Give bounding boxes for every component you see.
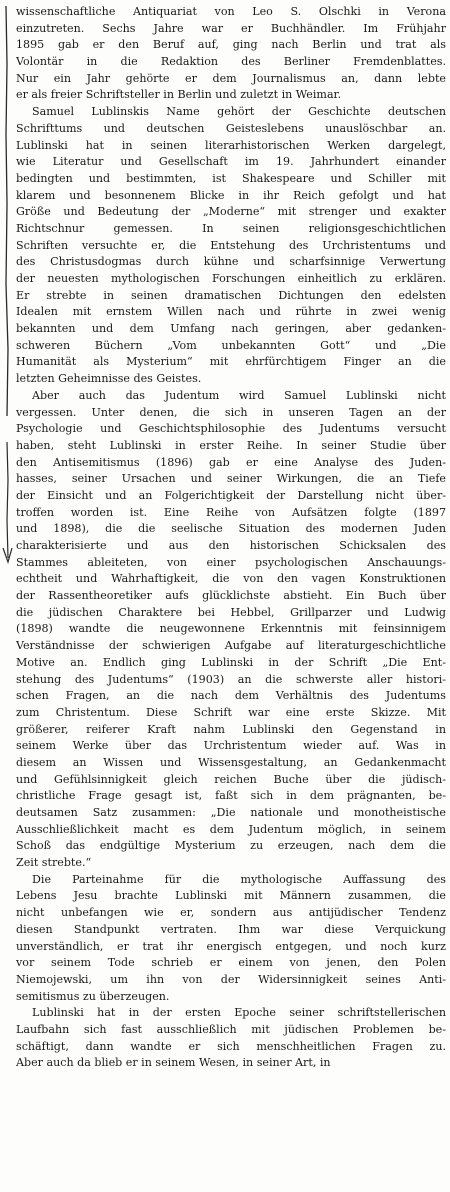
paragraph xyxy=(16,4,446,104)
text-line: den Antisemitismus (1896) gab er eine Analyse des Juden- xyxy=(16,455,446,469)
text-line: Er strebte in seinen dramatischen Dichtungen den edelsten xyxy=(16,288,446,302)
text-line: Volontär in die Redaktion des Berliner Fremdenblattes. xyxy=(16,55,446,69)
text-line: größerer, reiferer Kraft nahm Lublinski den Gegenstand in xyxy=(16,722,446,736)
text-line: zum Christentum. Diese Schrift war eine erste Skizze. Mit xyxy=(16,705,446,719)
margin-line-icon xyxy=(0,4,14,424)
text-line: Größe und Bedeutung der „Moderne“ mit strenger und exakter xyxy=(16,205,446,219)
text-line: echtheit und Wahrhaftigkeit, die von den vagen Konstruktionen xyxy=(16,572,446,586)
text-line: wissenschaftliche Antiquariat von Leo S. Olschki in Verona xyxy=(16,5,446,18)
text-line: unverständlich, er trat ihr energisch entgegen, und noch kurz xyxy=(16,939,446,953)
paragraph xyxy=(16,388,446,872)
margin-bracket-mark-top xyxy=(0,4,14,424)
text-line: Lublinski hat in der ersten Epoche seiner schriftstellerischen xyxy=(32,1006,446,1020)
text-line: vor seinem Tode schrieb er einem von jenen, den Polen xyxy=(16,956,446,970)
text-line: Stammes ableiteten, von einer psychologischen Anschauungs- xyxy=(16,555,446,569)
text-line: schen Fragen, an die nach dem Verhältnis des Judentums xyxy=(16,689,446,703)
text-line: Zeit strebte.“ xyxy=(16,856,92,870)
margin-arrow-mark xyxy=(0,440,14,570)
text-line: bedingten und bestimmten, ist Shakespeare und Schiller mit xyxy=(16,171,446,185)
text-line: Laufbahn sich fast ausschließlich mit jüdischen Problemen be- xyxy=(16,1022,446,1036)
paragraph xyxy=(16,1005,446,1072)
text-line: wie Literatur und Gesellschaft im 19. Jahrhundert einander xyxy=(16,155,446,169)
text-line: hasses, seiner Ursachen und seiner Wirkungen, die an Tiefe xyxy=(16,472,446,486)
text-line: schweren Büchern „Vom unbekannten Gott“ und „Die xyxy=(16,338,446,352)
text-line: troffen worden ist. Eine Reihe von Aufsätzen folgte (1897 xyxy=(16,505,446,519)
text-line: letzten Geheimnisse des Geistes. xyxy=(16,372,202,386)
text-line: Schrifttums und deutschen Geisteslebens unauslöschbar an. xyxy=(16,121,446,135)
text-line: (1898) wandte die neugewonnene Erkenntnis mit feinsinnigem xyxy=(16,622,446,636)
text-line: Die Parteinahme für die mythologische Auffassung des xyxy=(32,872,446,886)
text-line: Ausschließlichkeit macht es dem Judentum möglich, in seinem xyxy=(16,822,446,836)
text-line: bekannten und dem Umfang nach geringen, aber gedanken- xyxy=(16,322,446,336)
text-line: seinem Werke über das Urchristentum wieder auf. Was in xyxy=(16,739,446,753)
text-line: Niemojewski, um ihn von der Widersinnigkeit seines Anti- xyxy=(16,972,446,986)
text-line: haben, steht Lublinski in erster Reihe. In seiner Studie über xyxy=(16,438,446,452)
text-line: er als freier Schriftsteller in Berlin und zuletzt in Weimar. xyxy=(16,88,342,102)
text-line: der neuesten mythologischen Forschungen einheitlich zu erklären. xyxy=(16,272,446,285)
text-line: und 1898), die die seelische Situation des modernen Juden xyxy=(16,522,446,536)
text-line: die jüdischen Charaktere bei Hebbel, Grillparzer und Ludwig xyxy=(16,605,446,619)
text-line: des Christusdogmas durch kühne und scharfsinnige Verwertung xyxy=(16,255,446,269)
text-line: christliche Frage gesagt ist, faßt sich in dem prägnanten, be- xyxy=(16,789,446,803)
text-line: der Rassentheoretiker aufs glücklichste abstieht. Ein Buch über xyxy=(16,589,446,603)
text-line: Humanität als Mysterium“ mit ehrfürchtigem Finger an die xyxy=(16,355,446,369)
text-line: klarem und besonnenem Blicke in ihr Reich gefolgt und hat xyxy=(16,188,446,202)
text-line: 1895 gab er den Beruf auf, ging nach Berlin und trat als xyxy=(16,38,446,52)
text-line: Schoß das endgültige Mysterium zu erzeugen, nach dem die xyxy=(16,839,446,853)
text-line: nicht unbefangen wie er, sondern aus antijüdischer Tendenz xyxy=(16,906,446,920)
text-line: Aber auch das Judentum wird Samuel Lublinski nicht xyxy=(32,388,446,402)
paragraph xyxy=(16,872,446,1006)
text-column xyxy=(16,4,446,1072)
text-line: schäftigt, dann wandte er sich menschheitlichen Fragen zu. xyxy=(16,1039,446,1053)
text-line: Samuel Lublinskis Name gehört der Geschichte deutschen xyxy=(32,105,446,119)
text-line: Lebens Jesu brachte Lublinski mit Männern zusammen, die xyxy=(16,889,446,903)
text-line: diesem an Wissen und Wissensgestaltung, an Gedankenmacht xyxy=(16,755,446,769)
text-line: einzutreten. Sechs Jahre war er Buchhändler. Im Frühjahr xyxy=(16,21,446,35)
text-line: und Gefühlsinnigkeit gleich reichen Buche über die jüdisch- xyxy=(16,772,446,786)
text-line: deutsamen Satz zusammen: „Die nationale und monotheistische xyxy=(16,806,446,819)
text-line: Lublinski hat in seinen literarhistorischen Werken dargelegt, xyxy=(16,138,446,152)
text-line: Motive an. Endlich ging Lublinski in der Schrift „Die Ent- xyxy=(16,655,446,669)
text-line: Schriften versuchte er, die Entstehung des Urchristentums und xyxy=(16,238,446,252)
paragraph xyxy=(16,104,446,388)
text-line: Aber auch da blieb er in seinem Wesen, in seiner Art, in xyxy=(16,1056,331,1070)
text-line: der Einsicht und an Folgerichtigkeit der Darstellung nicht über- xyxy=(16,488,446,502)
text-line: Nur ein Jahr gehörte er dem Journalismus an, dann lebte xyxy=(16,71,446,85)
text-line: vergessen. Unter denen, die sich in unseren Tagen an der xyxy=(16,405,446,419)
text-line: charakterisierte und aus den historischen Schicksalen des xyxy=(16,539,446,552)
text-line: Richtschnur gemessen. In seinen religionsgeschichtlichen xyxy=(16,221,446,235)
text-line: stehung des Judentums“ (1903) an die schwerste aller histori- xyxy=(16,672,446,686)
margin-arrow-icon xyxy=(0,440,14,570)
text-line: Psychologie und Geschichtsphilosophie des Judentums versucht xyxy=(16,422,446,436)
text-line: diesen Standpunkt vertraten. Ihm war diese Verquickung xyxy=(16,922,446,936)
text-line: semitismus zu überzeugen. xyxy=(16,989,170,1003)
text-line: Verständnisse der schwierigen Aufgabe auf literaturgeschichtliche xyxy=(16,639,446,653)
text-line: Idealen mit ernstem Willen nach und rührte in zwei wenig xyxy=(16,305,446,319)
